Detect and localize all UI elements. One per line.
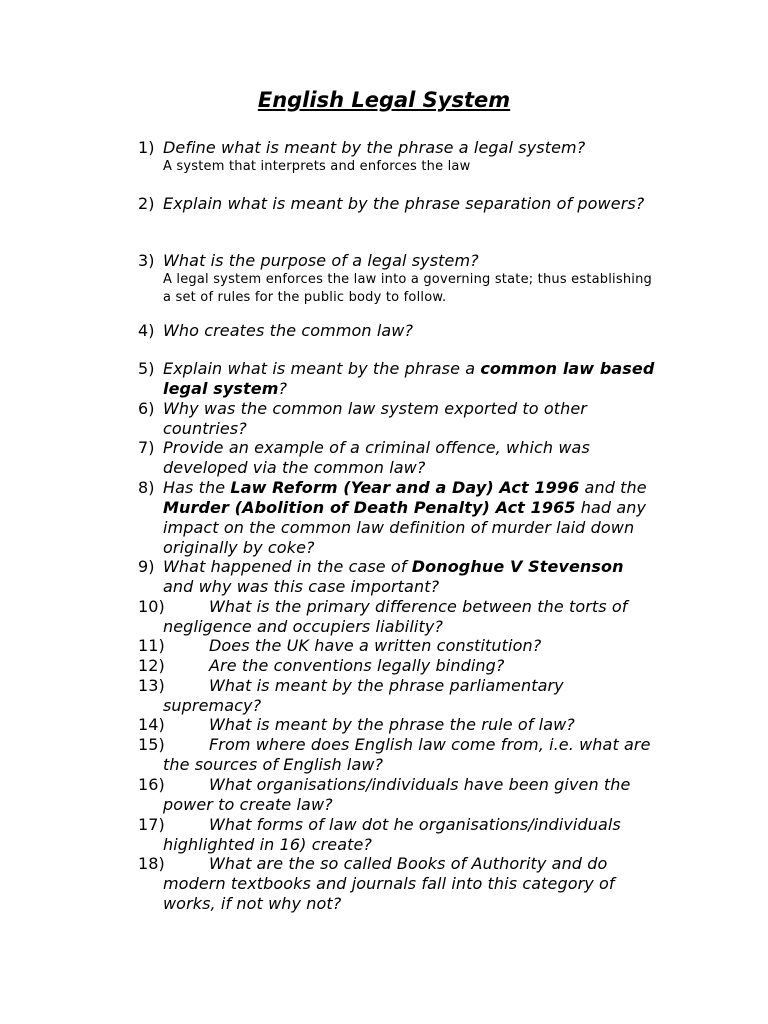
- question-number: 12): [138, 656, 165, 675]
- question-body: Does the UK have a written constitution?: [209, 636, 542, 655]
- bold-term: Murder (Abolition of Death Penalty) Act 1965: [163, 498, 576, 517]
- question-body: What is the primary difference between the torts of negligence and occupiers liability?: [163, 597, 628, 636]
- question-text: [138, 775, 658, 815]
- question-text: [138, 656, 658, 676]
- question-text: [138, 359, 658, 399]
- question-number: 10): [138, 597, 165, 616]
- answer-text: A system that interprets and enforces the law: [163, 159, 471, 174]
- bold-term: Law Reform (Year and a Day) Act 1996: [230, 478, 580, 497]
- question-number: 11): [138, 636, 165, 655]
- question-item: [138, 399, 658, 439]
- question-number: 9): [138, 557, 155, 576]
- question-body: Define what is meant by the phrase a legal system?: [163, 138, 586, 157]
- question-item: [138, 656, 658, 676]
- question-body: What forms of law dot he organisations/individuals highlighted in 16) create?: [163, 815, 621, 854]
- question-item: [138, 636, 658, 656]
- question-body: Who creates the common law?: [163, 321, 414, 340]
- question-item: [138, 735, 658, 775]
- question-item: [138, 478, 658, 558]
- question-item: [138, 251, 658, 306]
- question-text: [138, 636, 658, 656]
- question-text: [138, 676, 658, 716]
- question-item: [138, 815, 658, 855]
- question-number: 3): [138, 251, 155, 270]
- question-number: 1): [138, 138, 155, 157]
- question-number: 18): [138, 854, 165, 873]
- question-body: From where does English law come from, i.e. what are the sources of English law?: [163, 735, 651, 774]
- question-text: [138, 815, 658, 855]
- question-item: [138, 138, 658, 176]
- question-number: 5): [138, 359, 155, 378]
- question-body: What is the purpose of a legal system?: [163, 251, 479, 270]
- question-item: [138, 321, 658, 341]
- question-item: [138, 194, 658, 214]
- question-text: [138, 557, 658, 597]
- question-text: [138, 854, 658, 914]
- question-number: 16): [138, 775, 165, 794]
- question-text: [138, 399, 658, 439]
- question-item: [138, 676, 658, 716]
- question-body: Explain what is meant by the phrase separation of powers?: [163, 194, 645, 213]
- question-number: 14): [138, 715, 165, 734]
- question-item: [138, 715, 658, 735]
- question-number: 7): [138, 438, 155, 457]
- question-number: 17): [138, 815, 165, 834]
- question-number: 4): [138, 321, 155, 340]
- question-text: [138, 138, 658, 158]
- question-body: Explain what is meant by the phrase a common law based legal system?: [163, 359, 655, 398]
- question-number: 15): [138, 735, 165, 754]
- question-item: [138, 438, 658, 478]
- question-body: What organisations/individuals have been given the power to create law?: [163, 775, 631, 814]
- bold-term: Donoghue V Stevenson: [411, 557, 624, 576]
- question-number: 6): [138, 399, 155, 418]
- question-text: [138, 735, 658, 775]
- question-body: What is meant by the phrase parliamentary supremacy?: [163, 676, 564, 715]
- question-body: What is meant by the phrase the rule of law?: [209, 715, 575, 734]
- question-item: [138, 359, 658, 399]
- question-text: [138, 251, 658, 271]
- question-number: 13): [138, 676, 165, 695]
- question-item: [138, 597, 658, 637]
- question-item: [138, 854, 658, 914]
- question-item: [138, 557, 658, 597]
- question-body: Are the conventions legally binding?: [209, 656, 505, 675]
- question-item: [138, 775, 658, 815]
- question-body: What are the so called Books of Authority and do modern textbooks and journals fall into this category of works, if not why not?: [163, 854, 615, 913]
- bold-term: common law based legal system: [163, 359, 655, 398]
- question-text: [138, 194, 658, 214]
- question-text: [138, 438, 658, 478]
- question-number: 2): [138, 194, 155, 213]
- question-number: 8): [138, 478, 155, 497]
- question-body: Provide an example of a criminal offence, which was developed via the common law?: [163, 438, 590, 477]
- question-text: [138, 597, 658, 637]
- question-body: Has the Law Reform (Year and a Day) Act 1996 and the Murder (Abolition of Death Penalty) Act 1965 had any impact on the common law definition of murder laid down originally by coke?: [163, 478, 647, 557]
- question-text: [138, 715, 658, 735]
- question-body: What happened in the case of Donoghue V Stevenson and why was this case important?: [163, 557, 624, 596]
- document-title: English Legal System: [257, 88, 511, 112]
- question-body: Why was the common law system exported to other countries?: [163, 399, 587, 438]
- question-text: [138, 478, 658, 558]
- answer-text: A legal system enforces the law into a governing state; thus establishing a set of rules for the public body to follow.: [163, 272, 652, 305]
- question-text: [138, 321, 658, 341]
